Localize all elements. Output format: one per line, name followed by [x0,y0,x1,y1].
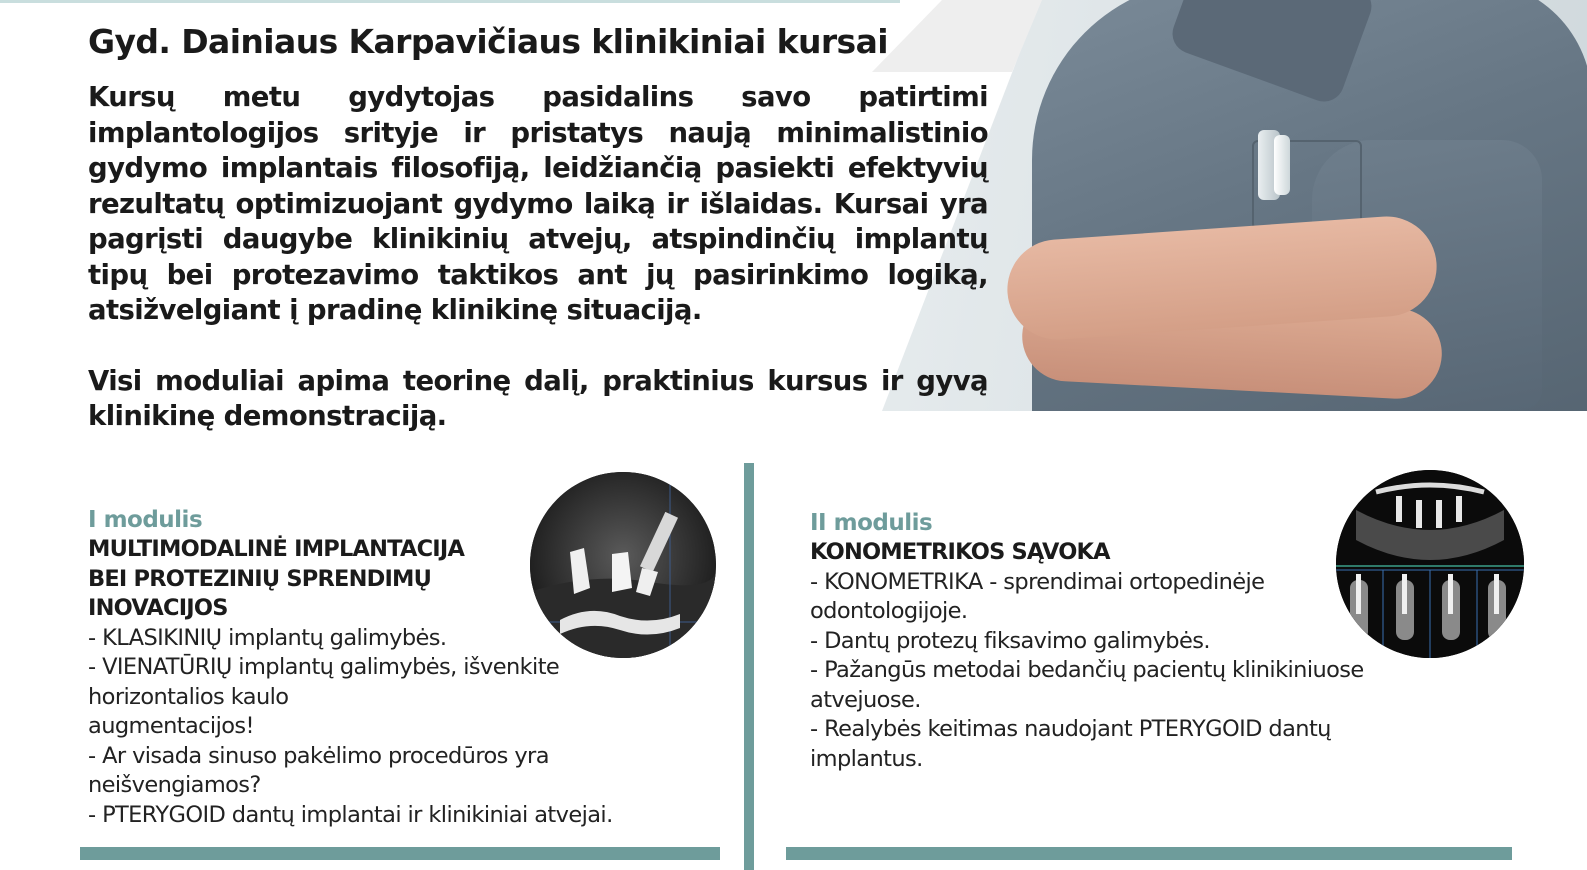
list-item: - KONOMETRIKA - sprendimai ortopedinėje [810,568,1265,595]
module-title-line: BEI PROTEZINIŲ SPRENDIMŲ [88,565,432,592]
intro-paragraph-1: Kursų metu gydytojas pasidalins savo patirtimi implantologijos srityje ir pristatys naują minimalistinio gydymo implantais filosofiją, leidžiančią pasiekti efektyvių rezultatų optimizuojant gydymo laiką ir išlaidas. Kursai yra pagrįsti daugybe klinikinių atvejų, atspindinčių implantų tipų bei protezavimo taktikos ant jų pasirinkimo logiką, atsižvelgiant į pradinę klinikinę situaciją. [88,81,988,326]
module-item-list [88,624,648,831]
intro-paragraph-2: Visi moduliai apima teorinę dalį, praktinius kursus ir gyvą klinikinę demonstraciją. [88,364,988,432]
list-item: horizontalios kaulo [88,683,289,710]
pen-shape [1274,135,1290,195]
list-item: - KLASIKINIŲ implantų galimybės. [88,624,447,651]
list-item: atvejuose. [810,686,921,713]
list-item: neišvengiamos? [88,772,261,799]
xray-thumbnail-implants [530,472,716,658]
top-accent-line [0,0,900,3]
module-title-line: INOVACIJOS [88,595,228,621]
list-item: - PTERYGOID dantų implantai ir klinikiniai atvejai. [88,802,613,829]
list-item: - Pažangūs metodai bedančių pacientų klinikiniuose [810,657,1364,684]
list-item: odontologijoje. [810,598,968,625]
module-divider [744,463,754,870]
module-2-bottom-bar [786,847,1512,860]
ct-scan-image [1336,470,1524,658]
list-item: implantus. [810,746,923,773]
ct-scan-thumbnail [1336,470,1524,658]
list-item: - Realybės keitimas naudojant PTERYGOID dantų [810,716,1331,743]
module-label: I modulis [88,507,203,533]
diagonal-decoration [872,0,1042,72]
list-item: - Dantų protezų fiksavimo galimybės. [810,627,1210,654]
page-title: Gyd. Dainiaus Karpavičiaus klinikiniai kursai [88,22,888,61]
xray-image [530,472,716,658]
list-item: augmentacijos! [88,713,254,740]
module-title-line: MULTIMODALINĖ IMPLANTACIJA [88,536,465,562]
intro-text [88,80,988,435]
list-item: - Ar visada sinuso pakėlimo procedūros yra [88,742,549,769]
module-1-bottom-bar [80,847,720,860]
list-item: - VIENATŪRIŲ implantų galimybės, išvenkite [88,654,560,681]
module-label: II modulis [810,510,933,536]
module-title-line: KONOMETRIKOS SĄVOKA [810,539,1110,565]
